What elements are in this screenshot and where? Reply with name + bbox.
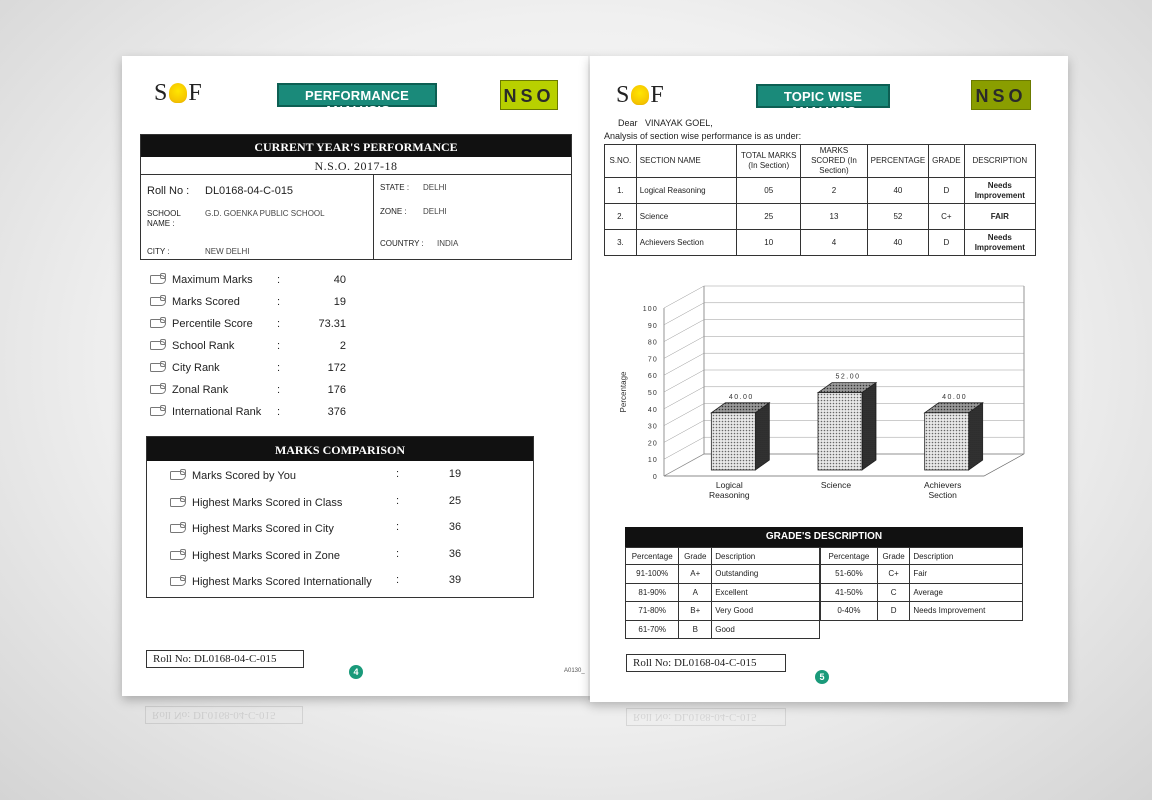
- zone-label: ZONE :: [380, 207, 407, 216]
- table-cell: Science: [636, 204, 736, 230]
- grade-row: [626, 602, 820, 621]
- grades-section: [625, 527, 1023, 547]
- current-performance-heading: CURRENT YEAR'S PERFORMANCE: [141, 135, 571, 157]
- grade-cell: Good: [712, 620, 820, 639]
- table-header-cell: GRADE: [929, 145, 964, 178]
- table-cell: Needs Improvement: [964, 178, 1035, 204]
- bar: [711, 413, 755, 470]
- roll-footer: Roll No: DL0168-04-C-015: [146, 650, 304, 668]
- comparison-value: 36: [448, 521, 462, 533]
- state-label: STATE :: [380, 183, 410, 192]
- grade-row: [626, 565, 820, 584]
- pointing-hand-icon: [170, 498, 186, 507]
- table-cell: Logical Reasoning: [636, 178, 736, 204]
- table-header-row: [605, 145, 1036, 178]
- topic-wise-analysis-banner: TOPIC WISE ANALYSIS: [756, 84, 890, 108]
- roll-label: Roll No :: [147, 185, 190, 197]
- roll-footer: Roll No: DL0168-04-C-015: [626, 654, 786, 672]
- pointing-hand-icon: [170, 551, 186, 560]
- stat-label: Marks Scored: [172, 296, 240, 308]
- y-tick-label: 20: [647, 440, 658, 448]
- state-value: DELHI: [423, 183, 447, 192]
- stat-colon: :: [277, 296, 281, 308]
- divider: [373, 175, 374, 259]
- school-label: SCHOOL NAME :: [147, 209, 181, 228]
- table-cell: Needs Improvement: [964, 230, 1035, 256]
- grade-cell: C+: [877, 565, 909, 584]
- pointing-hand-icon: [150, 363, 166, 372]
- grade-row: [821, 602, 1023, 621]
- table-cell: 25: [737, 204, 801, 230]
- reflection-roll-right: Roll No: DL0168-04-C-015: [626, 708, 786, 726]
- y-tick-label: 0: [652, 474, 658, 481]
- bar: [818, 393, 862, 470]
- stat-value: 2: [339, 340, 346, 352]
- grade-header-row: [626, 548, 820, 565]
- table-cell: 10: [737, 230, 801, 256]
- comparison-colon: :: [396, 574, 400, 586]
- grade-cell: Outstanding: [712, 565, 820, 584]
- nso-logo: NSO: [500, 80, 558, 110]
- grade-cell: C: [877, 583, 909, 602]
- stat-value: 376: [327, 406, 346, 418]
- comparison-label: Highest Marks Scored in Class: [192, 496, 343, 509]
- current-performance-box: [140, 134, 572, 260]
- table-header-cell: DESCRIPTION: [964, 145, 1035, 178]
- chart-grid-line: [664, 336, 1024, 358]
- table-row: [605, 178, 1036, 204]
- comparison-label: Highest Marks Scored in City: [192, 523, 334, 535]
- left-page: [122, 56, 592, 696]
- pointing-hand-icon: [150, 319, 166, 328]
- grade-cell: Average: [910, 583, 1023, 602]
- grade-table-right: [820, 547, 1023, 621]
- roll-value: DL0168-04-C-015: [205, 185, 294, 197]
- grade-cell: Very Good: [712, 602, 820, 621]
- table-cell: Achievers Section: [636, 230, 736, 256]
- stat-label: School Rank: [172, 340, 235, 352]
- chart-grid-line: [664, 303, 1024, 325]
- marks-comparison-heading: MARKS COMPARISON: [147, 437, 533, 461]
- stat-label: City Rank: [172, 362, 220, 374]
- stat-colon: :: [277, 384, 281, 396]
- stat-label: Zonal Rank: [172, 384, 229, 396]
- grade-cell: 61-70%: [626, 620, 679, 639]
- y-tick-label: 50: [647, 390, 658, 397]
- y-tick-label: 30: [647, 423, 658, 431]
- grade-cell: A: [679, 583, 712, 602]
- comparison-value: 19: [448, 468, 462, 480]
- grades-heading: GRADE'S DESCRIPTION: [625, 527, 1023, 547]
- comparison-label: Highest Marks Scored in Zone: [192, 549, 340, 562]
- grade-cell: B+: [679, 602, 712, 621]
- y-tick-label: 40: [647, 406, 658, 414]
- pointing-hand-icon: [150, 385, 166, 394]
- grade-cell: Needs Improvement: [910, 602, 1023, 621]
- stat-value: 172: [327, 362, 346, 374]
- table-cell: 1.: [605, 178, 637, 204]
- sof-logo: S F: [616, 82, 665, 108]
- table-row: [605, 230, 1036, 256]
- table-cell: FAIR: [964, 204, 1035, 230]
- page-number: 4: [349, 665, 363, 679]
- table-header-cell: TOTAL MARKS (In Section): [737, 145, 801, 178]
- bar-data-label: 40.00: [728, 393, 754, 401]
- stat-label: Percentile Score: [172, 318, 253, 330]
- comparison-row: [170, 494, 410, 509]
- table-row: [605, 204, 1036, 230]
- stat-colon: :: [277, 318, 281, 330]
- stat-colon: :: [277, 362, 281, 374]
- table-header-cell: PERCENTAGE: [867, 145, 929, 178]
- comparison-value: 39: [448, 574, 462, 586]
- topic-table: [604, 144, 1036, 256]
- performance-analysis-banner: PERFORMANCE ANALYSIS: [277, 83, 437, 107]
- table-cell: 40: [867, 230, 929, 256]
- bar-side: [755, 403, 769, 470]
- page-number: 5: [815, 670, 829, 684]
- comparison-row: [170, 547, 410, 562]
- right-page: [590, 56, 1068, 702]
- y-tick-label: 70: [647, 356, 658, 364]
- student-name: VINAYAK GOEL,: [645, 118, 713, 128]
- comparison-colon: :: [396, 494, 400, 507]
- grade-header-cell: Grade: [877, 548, 909, 565]
- y-tick-label: 100: [642, 306, 658, 313]
- chart-grid-line: [664, 320, 1024, 342]
- pointing-hand-icon: [150, 297, 166, 306]
- grade-cell: 0-40%: [821, 602, 878, 621]
- pointing-hand-icon: [170, 471, 186, 480]
- table-header-cell: MARKS SCORED (In Section): [801, 145, 867, 178]
- x-category-label: Section: [928, 490, 957, 500]
- grade-cell: A+: [679, 565, 712, 584]
- sof-logo: S F: [154, 80, 203, 106]
- zone-value: DELHI: [423, 207, 447, 216]
- y-tick-label: 80: [647, 339, 658, 347]
- grade-row: [821, 583, 1023, 602]
- stat-value: 73.31: [318, 318, 346, 330]
- reflection-roll-left: Roll No: DL0168-04-C-015: [145, 706, 303, 724]
- table-cell: 2.: [605, 204, 637, 230]
- grade-cell: 71-80%: [626, 602, 679, 621]
- nso-logo: NSO: [971, 80, 1031, 110]
- comparison-row: [170, 576, 410, 588]
- country-value: INDIA: [437, 239, 459, 248]
- grade-cell: Excellent: [712, 583, 820, 602]
- exam-title: N.S.O. 2017-18: [141, 157, 571, 175]
- x-category-label: Logical: [715, 480, 743, 490]
- table-cell: D: [929, 230, 964, 256]
- pointing-hand-icon: [150, 275, 166, 284]
- stat-value: 40: [333, 274, 346, 286]
- table-cell: 13: [801, 204, 867, 230]
- bar-data-label: 40.00: [942, 393, 968, 401]
- greeting: [618, 118, 713, 128]
- intro-text: Analysis of section wise performance is as under:: [604, 131, 802, 141]
- comparison-label: Highest Marks Scored Internationally: [192, 576, 372, 588]
- grade-row: [626, 583, 820, 602]
- table-cell: 52: [867, 204, 929, 230]
- comparison-value: 36: [448, 547, 462, 560]
- chart-grid-line: [664, 286, 1024, 308]
- pointing-hand-icon: [150, 341, 166, 350]
- comparison-colon: :: [396, 521, 400, 533]
- x-category-label: Science: [820, 480, 852, 490]
- grade-table-left: [625, 547, 820, 639]
- comparison-label: Marks Scored by You: [192, 470, 296, 482]
- y-tick-label: 90: [647, 322, 658, 330]
- chart-grid-line: [664, 353, 1024, 375]
- table-cell: 3.: [605, 230, 637, 256]
- table-cell: 2: [801, 178, 867, 204]
- grade-header-cell: Description: [910, 548, 1023, 565]
- stat-label: International Rank: [172, 406, 262, 418]
- y-axis-label: Percentage: [619, 371, 628, 413]
- grade-header-row: [821, 548, 1023, 565]
- table-cell: D: [929, 178, 964, 204]
- grade-header-cell: Grade: [679, 548, 712, 565]
- x-category-label: Reasoning: [709, 490, 750, 500]
- country-label: COUNTRY :: [380, 239, 424, 248]
- bar-side: [969, 403, 983, 470]
- stat-label: Maximum Marks: [172, 274, 253, 286]
- stat-value: 176: [327, 384, 346, 396]
- table-cell: 4: [801, 230, 867, 256]
- grade-header-cell: Percentage: [626, 548, 679, 565]
- grade-cell: B: [679, 620, 712, 639]
- table-header-cell: SECTION NAME: [636, 145, 736, 178]
- stat-colon: :: [277, 406, 281, 418]
- comparison-row: [170, 470, 410, 482]
- y-tick-label: 10: [647, 457, 658, 465]
- bar: [925, 413, 969, 470]
- stat-colon: :: [277, 274, 281, 286]
- grade-cell: 51-60%: [821, 565, 878, 584]
- marks-comparison-box: [146, 436, 534, 598]
- comparison-value: 25: [448, 494, 462, 507]
- grade-header-cell: Description: [712, 548, 820, 565]
- greeting-label: Dear: [618, 118, 638, 128]
- bar-side: [862, 383, 876, 470]
- y-tick-label: 60: [647, 373, 658, 381]
- school-value: G.D. GOENKA PUBLIC SCHOOL: [205, 209, 325, 218]
- comparison-row: [170, 523, 410, 535]
- stat-value: 19: [333, 296, 346, 308]
- grade-cell: 81-90%: [626, 583, 679, 602]
- comparison-colon: :: [396, 468, 400, 480]
- print-code: A0130_: [564, 668, 585, 674]
- grade-cell: 41-50%: [821, 583, 878, 602]
- city-label: CITY :: [147, 247, 170, 256]
- table-header-cell: S.NO.: [605, 145, 637, 178]
- table-cell: C+: [929, 204, 964, 230]
- stat-colon: :: [277, 340, 281, 352]
- pointing-hand-icon: [170, 577, 186, 586]
- table-cell: 40: [867, 178, 929, 204]
- grade-row: [626, 620, 820, 639]
- grade-cell: D: [877, 602, 909, 621]
- grade-cell: 91-100%: [626, 565, 679, 584]
- comparison-colon: :: [396, 547, 400, 560]
- grade-row: [821, 565, 1023, 584]
- grade-header-cell: Percentage: [821, 548, 878, 565]
- pointing-hand-icon: [170, 524, 186, 533]
- pointing-hand-icon: [150, 407, 166, 416]
- grade-cell: Fair: [910, 565, 1023, 584]
- table-cell: 05: [737, 178, 801, 204]
- city-value: NEW DELHI: [205, 247, 250, 256]
- percentage-bar-chart: [616, 276, 1056, 516]
- x-category-label: Achievers: [924, 480, 962, 490]
- bar-data-label: 52.00: [835, 373, 861, 381]
